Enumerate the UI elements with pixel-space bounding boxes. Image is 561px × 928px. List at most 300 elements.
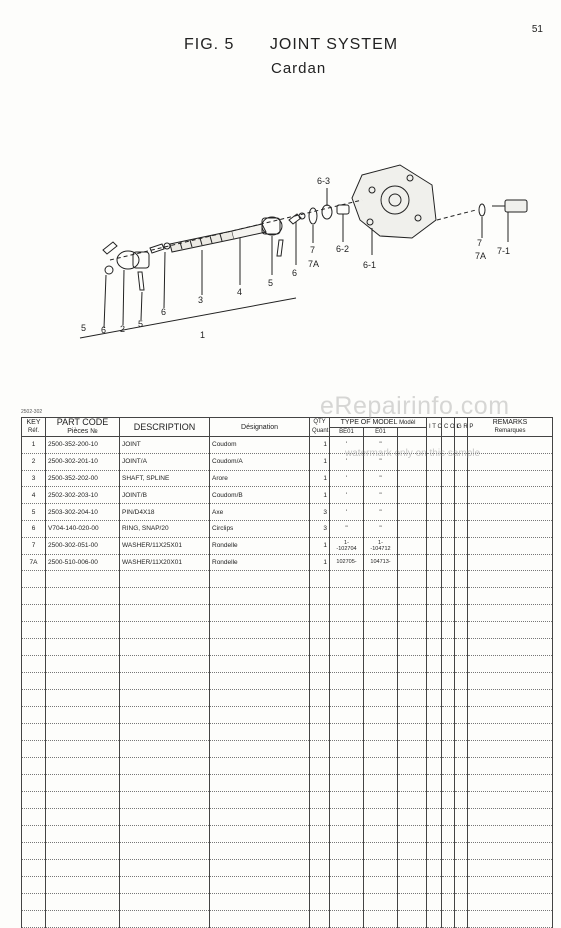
cell-empty bbox=[330, 741, 364, 758]
cell-empty bbox=[310, 826, 330, 843]
cell-empty bbox=[330, 860, 364, 877]
cell-empty bbox=[46, 639, 120, 656]
cell-empty bbox=[398, 877, 427, 894]
cell-empty bbox=[455, 520, 468, 537]
cell-empty bbox=[468, 622, 553, 639]
cell-empty bbox=[455, 911, 468, 928]
header-part-code bbox=[46, 418, 120, 437]
cell-qty: 1 bbox=[310, 437, 330, 454]
cell-empty bbox=[22, 605, 46, 622]
cell-model-1: ' bbox=[330, 504, 364, 521]
cell-empty bbox=[442, 571, 455, 588]
callout-6-far-left: 6 bbox=[101, 325, 107, 335]
spline-shaft bbox=[170, 231, 234, 252]
cell-empty bbox=[330, 639, 364, 656]
cell-model-2: " bbox=[364, 504, 398, 521]
header-key-label: KEY bbox=[26, 419, 41, 426]
cell-empty bbox=[330, 826, 364, 843]
cell-description: JOINT/A bbox=[120, 453, 210, 470]
cell-empty bbox=[364, 809, 398, 826]
cell-empty bbox=[398, 707, 427, 724]
cell-empty bbox=[210, 639, 310, 656]
cell-empty bbox=[330, 758, 364, 775]
table-row-empty bbox=[22, 690, 553, 707]
cell-empty bbox=[310, 894, 330, 911]
cell-empty bbox=[442, 554, 455, 571]
cell-empty bbox=[398, 826, 427, 843]
cell-empty bbox=[455, 639, 468, 656]
table-row-empty bbox=[22, 724, 553, 741]
table-row bbox=[22, 487, 553, 504]
cell-empty bbox=[455, 656, 468, 673]
cell-model-1: 1- -102704 bbox=[330, 537, 364, 554]
cell-empty bbox=[310, 809, 330, 826]
parts-table-body bbox=[22, 437, 553, 928]
callout-7a-right: 7A bbox=[475, 251, 487, 261]
cell-empty bbox=[455, 554, 468, 571]
cell-empty bbox=[398, 758, 427, 775]
cell-description: WASHER/11X20X01 bbox=[120, 554, 210, 571]
callout-6-left: 6 bbox=[161, 307, 167, 317]
callout-1: 1 bbox=[200, 330, 206, 340]
cell-empty bbox=[442, 588, 455, 605]
header-type-of-model-label: TYPE OF MODEL bbox=[340, 419, 398, 427]
cell-empty bbox=[427, 673, 442, 690]
cell-empty bbox=[210, 741, 310, 758]
cell-empty bbox=[120, 724, 210, 741]
cell-qty: 3 bbox=[310, 504, 330, 521]
cell-empty bbox=[442, 877, 455, 894]
header-col: C O L bbox=[442, 418, 455, 437]
cell-empty bbox=[310, 860, 330, 877]
cell-empty bbox=[442, 622, 455, 639]
cell-empty bbox=[442, 792, 455, 809]
cell-empty bbox=[427, 470, 442, 487]
cell-empty bbox=[46, 843, 120, 860]
cell-empty bbox=[455, 605, 468, 622]
cell-model-2: " bbox=[364, 487, 398, 504]
header-remarks-fr-label: Remarques bbox=[494, 428, 526, 434]
cell-empty bbox=[210, 775, 310, 792]
header-key bbox=[22, 418, 46, 437]
cell-empty bbox=[22, 877, 46, 894]
cell-empty bbox=[455, 673, 468, 690]
cell-empty bbox=[442, 605, 455, 622]
cell-empty bbox=[210, 690, 310, 707]
cell-empty bbox=[364, 843, 398, 860]
cell-empty bbox=[468, 707, 553, 724]
cell-description: JOINT bbox=[120, 437, 210, 454]
cell-empty bbox=[364, 588, 398, 605]
cell-empty bbox=[330, 809, 364, 826]
cell-empty bbox=[46, 809, 120, 826]
cell-key: 4 bbox=[22, 487, 46, 504]
cell-empty bbox=[398, 605, 427, 622]
cell-empty bbox=[468, 877, 553, 894]
cell-empty bbox=[46, 758, 120, 775]
cell-empty bbox=[398, 520, 427, 537]
cell-empty bbox=[364, 741, 398, 758]
cell-empty bbox=[468, 724, 553, 741]
cell-key: 3 bbox=[22, 470, 46, 487]
cell-empty bbox=[22, 911, 46, 928]
cell-empty bbox=[120, 809, 210, 826]
header-qty-label: QTY bbox=[313, 419, 326, 425]
cell-empty bbox=[364, 877, 398, 894]
cell-empty bbox=[330, 622, 364, 639]
callout-7: 7 bbox=[310, 245, 316, 255]
cell-qty: 1 bbox=[310, 470, 330, 487]
cell-empty bbox=[468, 571, 553, 588]
cell-empty bbox=[398, 860, 427, 877]
cell-designation: Circlips bbox=[210, 520, 310, 537]
cell-empty bbox=[455, 504, 468, 521]
cell-empty bbox=[310, 911, 330, 928]
cell-empty bbox=[398, 741, 427, 758]
cell-empty bbox=[427, 826, 442, 843]
watermark: eRepairinfo.com bbox=[320, 392, 510, 420]
cell-empty bbox=[427, 690, 442, 707]
cell-empty bbox=[46, 894, 120, 911]
callout-5-left: 5 bbox=[138, 319, 144, 329]
callout-6: 6 bbox=[292, 268, 298, 278]
cell-empty bbox=[398, 639, 427, 656]
table-row-empty bbox=[22, 894, 553, 911]
cell-empty bbox=[398, 775, 427, 792]
header-part-code-label: PART CODE bbox=[56, 417, 109, 427]
cell-empty bbox=[455, 470, 468, 487]
cell-empty bbox=[468, 911, 553, 928]
cell-empty bbox=[427, 622, 442, 639]
cell-empty bbox=[120, 894, 210, 911]
right-fitting bbox=[505, 200, 527, 212]
cell-empty bbox=[427, 520, 442, 537]
cell-empty bbox=[364, 571, 398, 588]
cell-empty bbox=[120, 877, 210, 894]
cell-empty bbox=[442, 775, 455, 792]
cell-empty bbox=[427, 639, 442, 656]
cell-empty bbox=[22, 826, 46, 843]
cell-empty bbox=[427, 775, 442, 792]
cell-empty bbox=[427, 911, 442, 928]
cell-empty bbox=[120, 656, 210, 673]
table-row-empty bbox=[22, 860, 553, 877]
cell-empty bbox=[22, 724, 46, 741]
cell-empty bbox=[210, 707, 310, 724]
cell-empty bbox=[468, 487, 553, 504]
cell-empty bbox=[364, 792, 398, 809]
cell-empty bbox=[46, 775, 120, 792]
cell-empty bbox=[442, 809, 455, 826]
cell-empty bbox=[442, 860, 455, 877]
cell-empty bbox=[330, 673, 364, 690]
cell-empty bbox=[210, 826, 310, 843]
cell-empty bbox=[442, 470, 455, 487]
cell-empty bbox=[330, 571, 364, 588]
cell-empty bbox=[455, 741, 468, 758]
cell-empty bbox=[210, 911, 310, 928]
cell-empty bbox=[210, 894, 310, 911]
table-row bbox=[22, 504, 553, 521]
cell-empty bbox=[310, 673, 330, 690]
cell-model-1: ' bbox=[330, 453, 364, 470]
cell-key: 6 bbox=[22, 520, 46, 537]
cell-designation: Coudom/A bbox=[210, 453, 310, 470]
cell-key: 5 bbox=[22, 504, 46, 521]
cell-empty bbox=[427, 554, 442, 571]
cell-part-code: 2500-352-200-10 bbox=[46, 437, 120, 454]
cell-empty bbox=[46, 622, 120, 639]
cell-empty bbox=[442, 826, 455, 843]
table-row-empty bbox=[22, 622, 553, 639]
cell-empty bbox=[398, 470, 427, 487]
cell-description: PIN/D4X18 bbox=[120, 504, 210, 521]
cell-empty bbox=[210, 605, 310, 622]
cell-empty bbox=[427, 758, 442, 775]
cell-empty bbox=[330, 707, 364, 724]
cell-empty bbox=[468, 554, 553, 571]
cell-empty bbox=[364, 690, 398, 707]
cell-empty bbox=[442, 537, 455, 554]
cell-model-2: " bbox=[364, 453, 398, 470]
cell-empty bbox=[310, 571, 330, 588]
cell-empty bbox=[455, 775, 468, 792]
table-row-empty bbox=[22, 826, 553, 843]
sheet-code: 2502-302 bbox=[21, 409, 43, 415]
cell-empty bbox=[120, 758, 210, 775]
cell-empty bbox=[210, 792, 310, 809]
cell-empty bbox=[310, 775, 330, 792]
cell-empty bbox=[364, 707, 398, 724]
cell-empty bbox=[398, 537, 427, 554]
cell-empty bbox=[398, 588, 427, 605]
cell-empty bbox=[310, 656, 330, 673]
cell-empty bbox=[442, 724, 455, 741]
cell-empty bbox=[330, 605, 364, 622]
cell-empty bbox=[442, 487, 455, 504]
cell-qty: 1 bbox=[310, 453, 330, 470]
cell-empty bbox=[120, 622, 210, 639]
cell-key: 7A bbox=[22, 554, 46, 571]
cell-empty bbox=[46, 707, 120, 724]
cell-empty bbox=[398, 487, 427, 504]
cell-empty bbox=[364, 673, 398, 690]
cell-empty bbox=[22, 707, 46, 724]
cell-empty bbox=[22, 588, 46, 605]
header-qty-fr-label: Quant. bbox=[312, 428, 331, 434]
header-model-1: BE01 bbox=[330, 428, 364, 437]
cell-empty bbox=[455, 860, 468, 877]
cell-empty bbox=[210, 843, 310, 860]
cell-empty bbox=[46, 588, 120, 605]
cell-empty bbox=[442, 639, 455, 656]
cell-empty bbox=[427, 860, 442, 877]
cell-empty bbox=[364, 775, 398, 792]
watermark-subtext: watermark only on this sample bbox=[345, 448, 481, 459]
cell-model-2: " bbox=[364, 470, 398, 487]
cell-empty bbox=[398, 504, 427, 521]
cell-empty bbox=[210, 877, 310, 894]
cell-empty bbox=[364, 605, 398, 622]
cell-empty bbox=[455, 809, 468, 826]
cell-empty bbox=[427, 707, 442, 724]
header-designation: Désignation bbox=[210, 418, 310, 437]
cell-empty bbox=[120, 707, 210, 724]
cell-empty bbox=[398, 622, 427, 639]
header-model-2: E01 bbox=[364, 428, 398, 437]
cell-empty bbox=[22, 690, 46, 707]
cell-empty bbox=[46, 605, 120, 622]
cell-key: 7 bbox=[22, 537, 46, 554]
cell-empty bbox=[310, 741, 330, 758]
callout-3: 3 bbox=[198, 295, 204, 305]
cell-empty bbox=[22, 758, 46, 775]
cell-empty bbox=[310, 843, 330, 860]
cell-empty bbox=[46, 724, 120, 741]
cell-empty bbox=[364, 639, 398, 656]
callout-7a: 7A bbox=[308, 259, 320, 269]
cell-empty bbox=[46, 877, 120, 894]
cell-empty bbox=[455, 826, 468, 843]
cell-empty bbox=[455, 758, 468, 775]
table-row-empty bbox=[22, 673, 553, 690]
cell-empty bbox=[46, 826, 120, 843]
cell-empty bbox=[364, 622, 398, 639]
table-row bbox=[22, 554, 553, 571]
table-row-empty bbox=[22, 707, 553, 724]
cell-empty bbox=[468, 504, 553, 521]
cell-model-2: 104713- bbox=[364, 554, 398, 571]
cell-empty bbox=[427, 877, 442, 894]
header-description: DESCRIPTION bbox=[120, 418, 210, 437]
cell-empty bbox=[330, 894, 364, 911]
cell-empty bbox=[22, 775, 46, 792]
cell-empty bbox=[330, 724, 364, 741]
cell-empty bbox=[310, 724, 330, 741]
cell-empty bbox=[22, 843, 46, 860]
cell-empty bbox=[398, 792, 427, 809]
cell-empty bbox=[364, 860, 398, 877]
cell-part-code: 2500-302-201-10 bbox=[46, 453, 120, 470]
cell-empty bbox=[310, 622, 330, 639]
cell-empty bbox=[468, 775, 553, 792]
header-model-3 bbox=[398, 428, 427, 437]
cell-empty bbox=[398, 843, 427, 860]
cell-empty bbox=[22, 673, 46, 690]
table-row-empty bbox=[22, 588, 553, 605]
cell-empty bbox=[468, 809, 553, 826]
cell-empty bbox=[120, 605, 210, 622]
callout-7-right: 7 bbox=[477, 238, 483, 248]
cell-empty bbox=[398, 690, 427, 707]
cell-empty bbox=[310, 707, 330, 724]
cell-empty bbox=[468, 605, 553, 622]
cell-empty bbox=[468, 453, 553, 470]
cell-empty bbox=[455, 877, 468, 894]
cell-empty bbox=[310, 605, 330, 622]
table-row-empty bbox=[22, 877, 553, 894]
cell-model-1: ' bbox=[330, 437, 364, 454]
cell-empty bbox=[427, 571, 442, 588]
cell-empty bbox=[398, 554, 427, 571]
cell-empty bbox=[120, 860, 210, 877]
table-row-empty bbox=[22, 741, 553, 758]
cell-empty bbox=[210, 724, 310, 741]
cell-empty bbox=[46, 741, 120, 758]
cell-model-2: 1- -104712 bbox=[364, 537, 398, 554]
cell-designation: Coudom/B bbox=[210, 487, 310, 504]
cell-empty bbox=[468, 673, 553, 690]
callout-6-3: 6-3 bbox=[317, 176, 331, 186]
cell-empty bbox=[120, 741, 210, 758]
parts-table bbox=[21, 417, 553, 928]
cell-empty bbox=[468, 470, 553, 487]
cell-empty bbox=[455, 792, 468, 809]
cell-part-code: 2500-302-051-00 bbox=[46, 537, 120, 554]
cell-qty: 1 bbox=[310, 537, 330, 554]
table-row bbox=[22, 537, 553, 554]
figure-name: JOINT SYSTEM bbox=[269, 36, 399, 53]
cell-empty bbox=[46, 673, 120, 690]
header-remarks-label: REMARKS bbox=[492, 419, 528, 426]
cell-model-1: ' bbox=[330, 470, 364, 487]
cell-empty bbox=[427, 656, 442, 673]
cell-empty bbox=[120, 775, 210, 792]
cell-empty bbox=[427, 792, 442, 809]
cell-empty bbox=[455, 724, 468, 741]
cell-empty bbox=[330, 656, 364, 673]
cell-empty bbox=[210, 860, 310, 877]
header-itc: I T C bbox=[427, 418, 442, 437]
cell-empty bbox=[22, 639, 46, 656]
cell-description: RING, SNAP/20 bbox=[120, 520, 210, 537]
cell-empty bbox=[442, 758, 455, 775]
cell-description: JOINT/B bbox=[120, 487, 210, 504]
cell-empty bbox=[442, 707, 455, 724]
cell-empty bbox=[120, 843, 210, 860]
cell-empty bbox=[427, 588, 442, 605]
cell-model-1: ' bbox=[330, 487, 364, 504]
table-row-empty bbox=[22, 758, 553, 775]
cell-empty bbox=[468, 520, 553, 537]
cell-empty bbox=[46, 792, 120, 809]
cell-empty bbox=[120, 571, 210, 588]
cell-empty bbox=[330, 792, 364, 809]
cell-empty bbox=[364, 826, 398, 843]
cell-empty bbox=[210, 571, 310, 588]
cell-empty bbox=[442, 690, 455, 707]
cell-empty bbox=[468, 843, 553, 860]
cell-model-2: " bbox=[364, 520, 398, 537]
cell-empty bbox=[310, 690, 330, 707]
cell-empty bbox=[427, 843, 442, 860]
cell-empty bbox=[442, 520, 455, 537]
cell-model-2: " bbox=[364, 437, 398, 454]
cell-empty bbox=[468, 690, 553, 707]
cell-empty bbox=[46, 911, 120, 928]
cell-empty bbox=[442, 656, 455, 673]
header-grp: G R P bbox=[455, 418, 468, 437]
cell-qty: 1 bbox=[310, 487, 330, 504]
cell-empty bbox=[310, 877, 330, 894]
cell-empty bbox=[398, 673, 427, 690]
cell-empty bbox=[22, 656, 46, 673]
cell-empty bbox=[210, 656, 310, 673]
cell-empty bbox=[22, 792, 46, 809]
cell-empty bbox=[310, 758, 330, 775]
cell-empty bbox=[398, 571, 427, 588]
cell-part-code: 2502-302-203-10 bbox=[46, 487, 120, 504]
